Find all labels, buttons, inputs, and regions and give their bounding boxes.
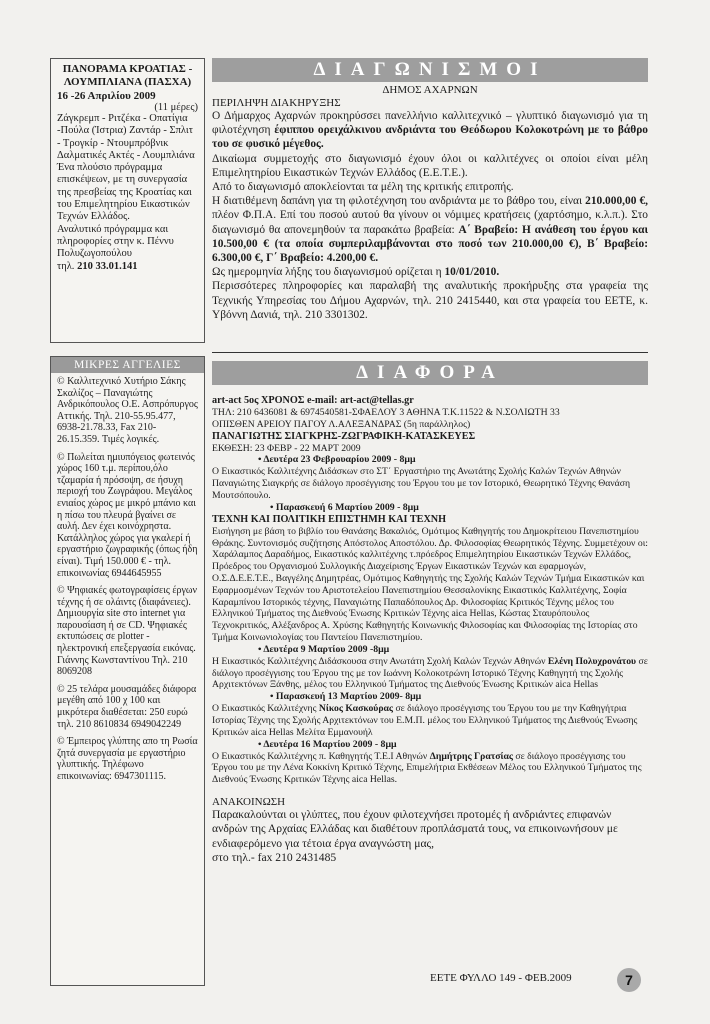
- ad-item: © 25 τελάρα μουσαμάδες διάφορα μεγέθη από 100 χ 100 και μικρότερα διαθέσεται: 250 ευρώ τηλ. 210 8610834 6949042249: [57, 683, 197, 730]
- tour-title: ΠΑΝΟΡΑΜΑ ΚΡΟΑΤΙΑΣ - ΛΟΥΜΠΛΙΑΝΑ (ΠΑΣΧΑ): [62, 63, 193, 88]
- misc-section: [212, 361, 648, 866]
- misc-line: ΕΚΘΕΣΗ: 23 ΦΕΒΡ - 22 ΜΑΡΤ 2009: [212, 442, 361, 454]
- contest-paragraph: Δικαίωμα συμμετοχής στο διαγωνισμό έχουν όλοι οι καλλιτέχνες οι οποίοι είναι μέλη Επιμελητηρίου Εικαστικών Τεχνών Ελλάδος (Ε.Ε.Τ.Ε.).: [212, 152, 648, 179]
- announcement-text: Παρακαλούνται οι γλύπτες, που έχουν φιλοτεχνήσει προτομές ή ανδριάντες επιφανών ανδρών της Αρχαίας Ελλάδας και διαθέτουν προπλάσματά τους, να επικοινωνήσουν με ενδιαφερόμενο για τέτοια έργα αναγνώστη μας,: [212, 807, 618, 850]
- tour-description: Ένα πλούσιο πρόγραμμα επισκέψεων, με τη συνεργασία της πρεσβείας της Κροατίας και του Επιμελητηρίου Εικαστικών Τεχνών Ελλάδος.: [57, 162, 192, 223]
- event-text: Εισήγηση με βάση το βιβλίο του Θανάσης Βακαλιός, Ομότιμος Καθηγητής του Δημοκρίτειου Πανεπιστημίου Θράκης. Συντονισμός συζήτησης Απόστολος Αποστόλου. Δρ. Φιλοσοφίας Θεωρητικός Τέχνης. Συμμετέχουν οι: Χαράλαμπος Δαραδήμος, Εικαστικός καλλιτέχνης τ.πρόεδρος Επιμελητηρίου Εικαστικών Τεχνών Ελλάδος, Πρόεδρος του Οργανισμού Συλλογικής Διαχείρισης Έργων Εικαστικών Τεχνών και εφαρμογών, Ο.Σ.Δ.Ε.Ε.Τ.Ε., Βαγγέλης Δημητρέας, Ομότιμος Καθηγητής της Σχολής Καλών Τεχνών Τμήμα Εικαστικών και Εφαρμοσμένων Τεχνών του Αριστοτελείου Πανεπιστημίου Θεσσαλονίκης Εικαστικός Καλλιτέχνης, Σοφία Καραμπίνου Ιστορικός τέχνης, Παναγιώτης Παπαδόπουλος Δρ. Φιλοσοφίας Κριτικός Τέχνης μέλος του Ελληνικού Τμήματος της Διεθνούς Ένωσης Κριτικών Τέχνης aica Hellas, Κώστας Σταυρόπουλος Τεχνοκριτικός, Αλέξανδρος Α. Χρύσης Καθηγητής Κοινωνικής Φιλοσοφίας και Φιλοσοφίας της Ιστορίας στο Τμήμα Κοινωνιολογίας του Παντείου Πανεπιστημίου.: [212, 525, 648, 643]
- contest-paragraph: Η διατιθέμενη δαπάνη για τη φιλοτέχνηση του ανδριάντα με το βάθρο του, είναι 210.000,00 €, πλέον Φ.Π.Α. Επί του ποσού αυτού θα γίνουν οι νόμιμες κρατήσεις (χαρτόσημο, κ.λ.π.). Στο διαγωνισμό θα απονεμηθούν τα παρακάτω βραβεία: Α΄ Βραβείο: Η ανάθεση του έργου και 10.500,00 € (τα οποία συμπεριλαμβάνονται στο ποσό των 210.000,00 €), Β΄ Βραβείο: 6.300,00 €, Γ΄ Βραβείο: 4.200,00 €.: [212, 195, 649, 265]
- event-date: • Δευτέρα 9 Μαρτίου 2009 -8μμ: [258, 643, 390, 655]
- tour-phone-prefix: τηλ.: [57, 260, 78, 272]
- event-text: Ο Εικαστικός Καλλιτέχνης π. Καθηγητής Τ.Ε.Ι Αθηνών Δημήτρης Γρατσίας σε διάλογο προσέγγισης του Έργου του με την Λένα Κοκκίνη Κριτικό Τέχνης, Επιμελήτρια Εκθέσεων Μέλος του Ελληνικού Τμήματος της Διεθνούς Ένωσης Κριτικών Τέχνης aica Hellas.: [212, 750, 642, 786]
- misc-line: art-act 5ος ΧΡΟΝΟΣ e-mail: art-act@tellas.gr: [212, 395, 414, 406]
- page-number: 7: [617, 968, 641, 992]
- summary-heading: ΠΕΡΙΛΗΨΗ ΔΙΑΚΗΡΥΞΗΣ: [212, 97, 341, 109]
- tour-days: (11 μέρες): [154, 102, 198, 113]
- tour-box: [50, 58, 205, 343]
- announcement-contact: στο τηλ.- fax 210 2431485: [212, 851, 337, 865]
- event-text: Ο Εικαστικός Καλλιτέχνης Διδάσκων στο ΣΤ΄ Εργαστήριο της Ανωτάτης Σχολής Καλών Τεχνών Αθηνών Παναγιώτης Σιαγκρής σε διάλογο προσέγγισης του Έργου του με τον Ιστορικό, Θεωρητικό Τέχνης Θανάση Μουτσόπουλο.: [212, 466, 631, 501]
- event-date: • Παρασκευή 13 Μαρτίου 2009- 8μμ: [270, 691, 422, 703]
- contest-paragraph: Ο Δήμαρχος Αχαρνών προκηρύσσει πανελλήνιο καλλιτεχνικό – γλυπτικό διαγωνισμό για τη φιλοτέχνηση έφιππου ορειχάλκινου ανδριάντα του Θεόδωρου Κολοκοτρώνη με το βάθρο του σε φυσικό μέγεθος.: [212, 110, 648, 151]
- small-ads-box: [50, 356, 205, 986]
- contest-paragraph: Περισσότερες πληροφορίες και παραλαβή της αναλυτικής προκήρυξης στα γραφεία της Τεχνικής Υπηρεσίας του Δήμου Αχαρνών, τηλ. 210 2415440, και στα γραφεία του ΕΕΤΕ, κ. Υβόννη Δανιά, τηλ. 210 3301302.: [212, 280, 648, 321]
- announcement-heading: ΑΝΑΚΟΙΝΩΣΗ: [212, 795, 286, 808]
- event-date: • Δευτέρα 16 Μαρτίου 2009 - 8μμ: [258, 738, 397, 750]
- contests-banner: ΔΙΑΓΩΝΙΣΜΟΙ: [212, 58, 648, 82]
- event-text: Η Εικαστικός Καλλιτέχνης Διδάσκουσα στην Ανωτάτη Σχολή Καλών Τεχνών Αθηνών Ελένη Πολυχρονάτου σε διάλογο προσέγγισης του Έργου της με τον Ιωάννη Κολοκοτρώνη Ιστορικό Τέχνης Καθηγητή της Σχολής Αρχιτεκτόνων Ξάνθης, μέλος του Ελληνικού Τμήματος της Διεθνούς Ένωσης Κριτικών aica Hellas: [212, 655, 648, 691]
- ad-item: © Καλλιτεχνικό Χυτήριο Σάκης Σκαλίζος – Παναγιώτης Ανδρικόπουλος Ο.Ε. Ασπρόπυργος Αττικής. Τηλ. 210-55.95.477, 6938-21.78.33, Fax 210-26.15.359. Τιμές λογικές.: [57, 376, 198, 445]
- contest-paragraph: Από το διαγωνισμό αποκλείονται τα μέλη της κριτικής επιτροπής.: [212, 181, 514, 194]
- contest-paragraph: Ως ημερομηνία λήξης του διαγωνισμού ορίζεται η 10/01/2010.: [212, 266, 500, 279]
- footer-text: ΕΕΤΕ ΦΥΛΛΟ 149 - ΦΕΒ.2009: [430, 972, 572, 984]
- event-date: • Παρασκευή 6 Μαρτίου 2009 - 8μμ: [270, 501, 419, 513]
- contests-section: [212, 58, 648, 322]
- ad-item: © Ψηφιακές φωτογραφίσεις έργων τέχνης ή σε ολάιντς (διαφάνειες). Δημιουργία site στο internet για παρουσίαση ή σε CD. Ψηφιακές εκτυπώσεις σε plotter - ηλεκτρονική επεξεργασία εικόνας. Γιάννης Κωνσταντίνου Τηλ. 210 8069208: [57, 585, 198, 678]
- misc-banner: ΔΙΑΦΟΡΑ: [212, 361, 648, 385]
- tour-dates: 16 -26 Απριλίου 2009: [57, 90, 156, 102]
- tour-info: Αναλυτικό πρόγραμμα και πληροφορίες στην κ. Πέννυ Πολυζωγοπούλου: [57, 223, 174, 260]
- event-date: • Δευτέρα 23 Φεβρουαρίου 2009 - 8μμ: [258, 454, 416, 466]
- section-divider: [212, 352, 648, 353]
- event-heading: ΤΕΧΝΗ ΚΑΙ ΠΟΛΙΤΙΚΗ ΕΠΙΣΤΗΜΗ ΚΑΙ ΤΕΧΝΗ: [212, 513, 447, 525]
- tour-phone-line: [57, 261, 198, 273]
- ad-item: © Πωλείται ημιυπόγειος φωτεινός χώρος 160 τ.μ. περίπου,όλο τζαμαρία ή πρόσοψη, σε ήσυχη περιοχή του Ζωγράφου. Μεγάλος ενιαίος χώρος με μικρό μπάνιο και η πίσω του πλευρά βγαίνει σε αυλή. Δεν έχει κοινόχρηστα. Κατάλληλος χώρος για γκαλερί ή εργαστήριο ζωγραφικής (όπως ήδη είναι). Τιμή 150.000 € - τηλ. επικοινωνίας 6944645955: [57, 451, 198, 579]
- tour-phone: 210 33.01.141: [77, 260, 138, 272]
- small-ads-title: ΜΙΚΡΕΣ ΑΓΓΕΛΙΕΣ: [51, 357, 204, 373]
- misc-line: ΠΑΝΑΓΙΩΤΗΣ ΣΙΑΓΚΡΗΣ-ΖΩΓΡΑΦΙΚΗ-ΚΑΤΑΣΚΕΥΕΣ: [212, 430, 476, 442]
- municipality-title: ΔΗΜΟΣ ΑΧΑΡΝΩΝ: [382, 84, 478, 96]
- event-text: Ο Εικαστικός Καλλιτέχνης Νίκος Κασκούρας σε διάλογο προσέγγισης του Έργου του με την Καθηγήτρια Ιστορίας Τέχνης της Σχολής Αρχιτεκτόνων του Ε.Μ.Π. μέλος του Ελληνικού Τμήματος της Διεθνούς Ένωσης Κριτικών aica Hellas Μελίτα Εμμανουήλ: [212, 703, 638, 738]
- misc-line: ΤΗΛ: 210 6436081 & 6974540581-ΣΦΑΕΛΟΥ 3 ΑΘΗΝΑ Τ.Κ.11522 & Ν.ΣΟΛΙΩΤΗ 33: [212, 407, 560, 418]
- misc-line: ΟΠΙΣΘΕΝ ΑΡΕΙΟΥ ΠΑΓΟΥ Λ.ΑΛΕΞΑΝΔΡΑΣ (5η παράλληλος): [212, 418, 471, 430]
- ad-item: © Έμπειρος γλύπτης απο τη Ρωσία ζητά συνεργασία με εργαστήριο γλυπτικής. Τηλέφωνο επικοινωνίας: 6947301115.: [57, 736, 198, 782]
- tour-route: Ζάγκρεμπ - Ριτζέκα - Οπατίγια -Πούλα (Ίστρια) Ζαντάρ - Σπλιτ - Τρογκίρ - Ντουμπρόβνικ Δαλματικές Ακτές - Λουμπλιάνα: [57, 113, 195, 161]
